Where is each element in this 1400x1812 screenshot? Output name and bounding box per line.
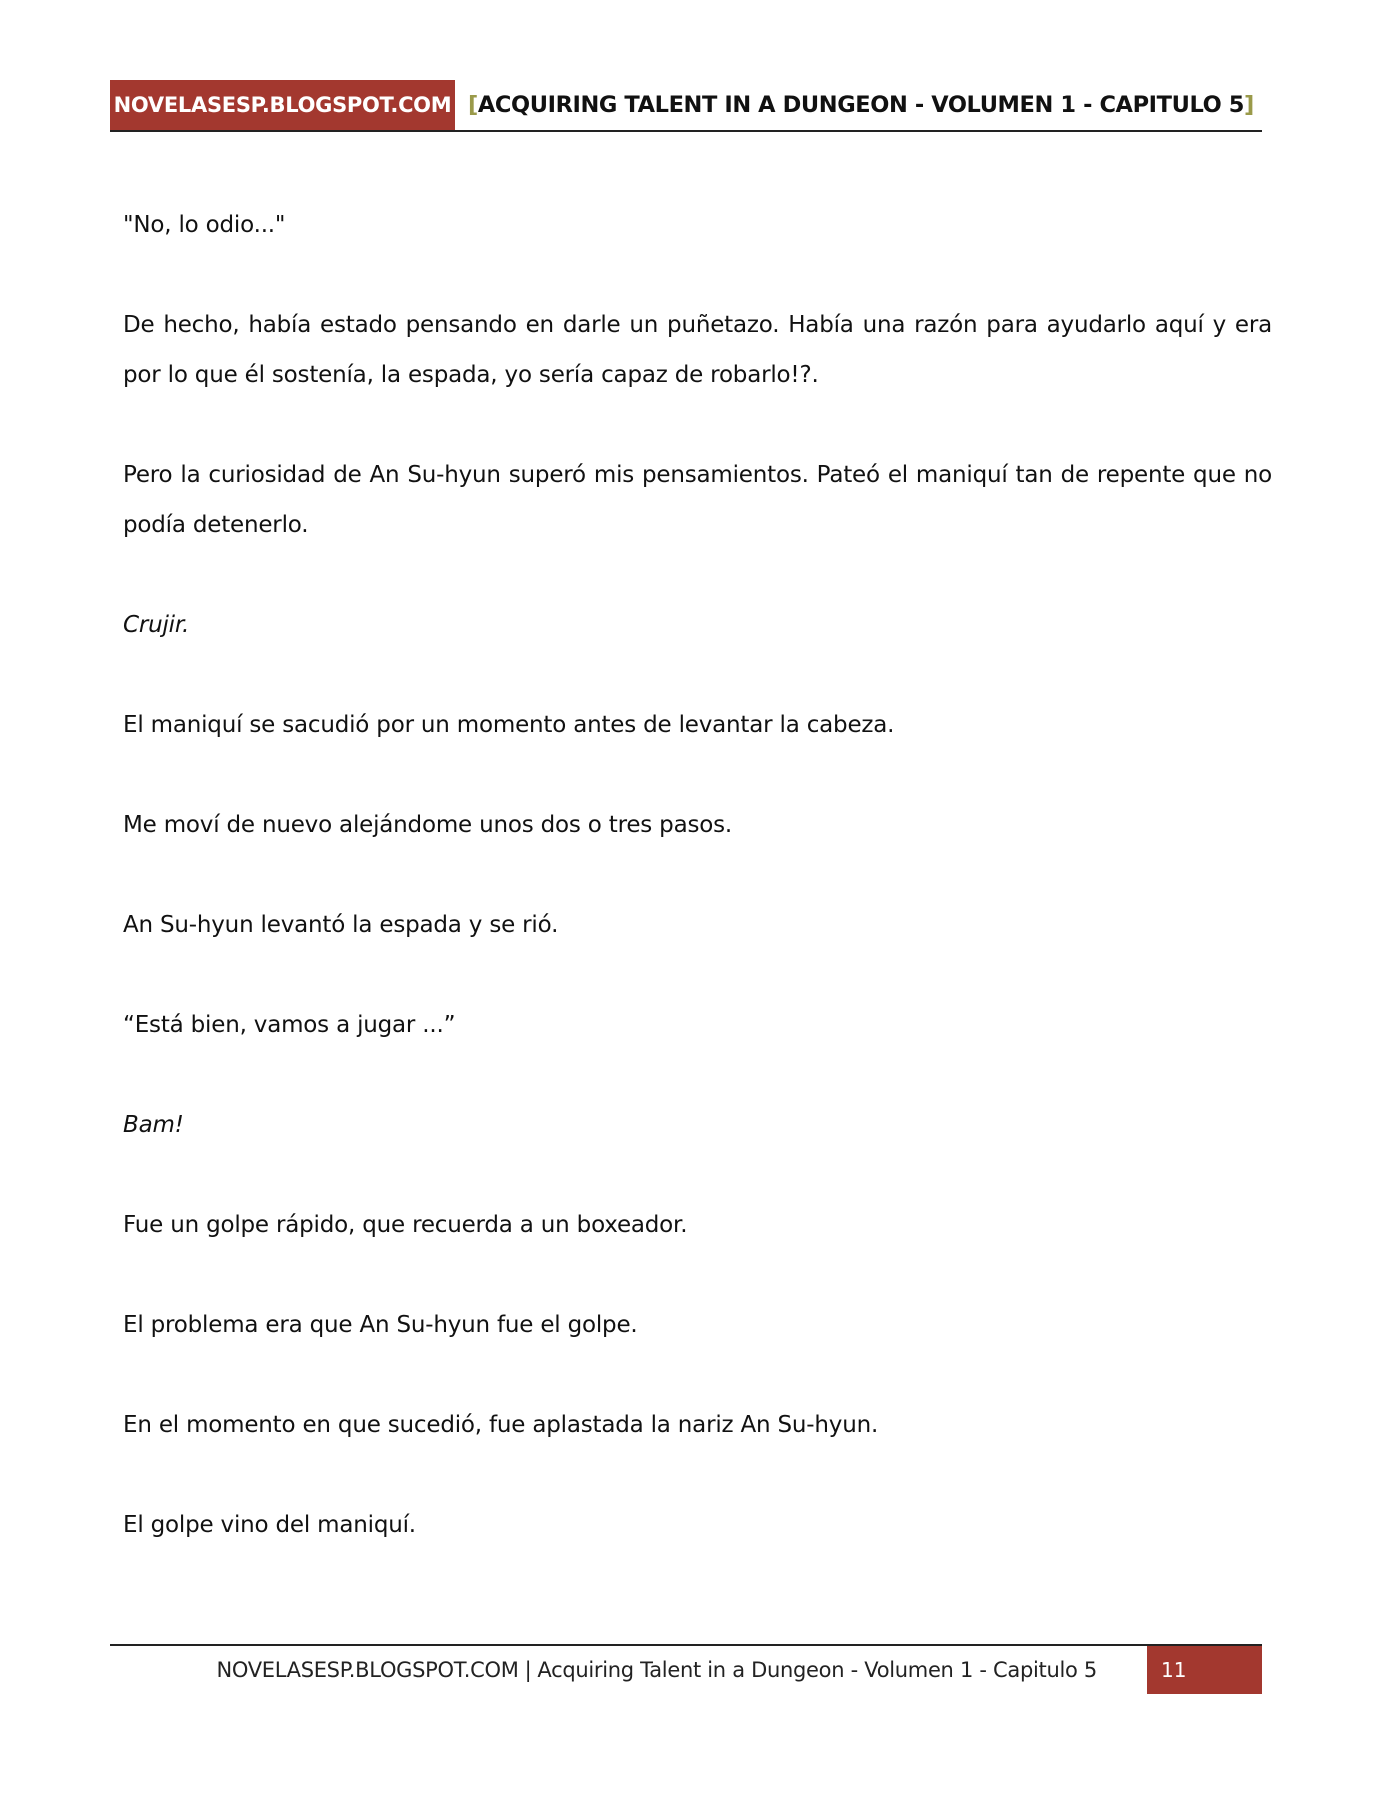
header-chapter-title: [468, 80, 1254, 130]
page-footer: [110, 1644, 1262, 1694]
paragraph: De hecho, había estado pensando en darle un puñetazo. Había una razón para ayudarlo aquí y era por lo que él sostenía, la espada, yo sería capaz de robarlo!?.: [123, 312, 1272, 388]
footer-chapter-title: Acquiring Talent in a Dungeon - Volumen 1 - Capitulo 5: [537, 1658, 1097, 1682]
page-number: 11: [1147, 1646, 1262, 1694]
footer-text: [216, 1646, 1097, 1694]
page-body: [123, 200, 1272, 1550]
paragraph-italic: Crujir.: [123, 612, 190, 638]
header-bracket-close: ]: [1244, 92, 1254, 118]
paragraph: "No, lo odio...": [123, 212, 286, 238]
paragraph: El golpe vino del maniquí.: [123, 1512, 416, 1538]
paragraph: En el momento en que sucedió, fue aplastada la nariz An Su-hyun.: [123, 1412, 879, 1438]
header-bracket-open: [: [468, 92, 478, 118]
footer-site-name: NOVELASESP.BLOGSPOT.COM: [216, 1658, 519, 1682]
paragraph: Fue un golpe rápido, que recuerda a un boxeador.: [123, 1212, 688, 1238]
paragraph-italic: Bam!: [123, 1112, 184, 1138]
header-title-text: ACQUIRING TALENT IN A DUNGEON - VOLUMEN 1 - CAPITULO 5: [477, 92, 1244, 118]
paragraph: “Está bien, vamos a jugar ...”: [123, 1012, 456, 1038]
page-header: [110, 80, 1262, 132]
paragraph: Pero la curiosidad de An Su-hyun superó mis pensamientos. Pateó el maniquí tan de repente que no podía detenerlo.: [123, 462, 1272, 538]
paragraph: An Su-hyun levantó la espada y se rió.: [123, 912, 559, 938]
paragraph: El problema era que An Su-hyun fue el golpe.: [123, 1312, 638, 1338]
footer-separator: |: [524, 1658, 532, 1682]
paragraph: Me moví de nuevo alejándome unos dos o tres pasos.: [123, 812, 733, 838]
header-site-name: NOVELASESP.BLOGSPOT.COM: [110, 80, 455, 130]
paragraph: El maniquí se sacudió por un momento antes de levantar la cabeza.: [123, 712, 895, 738]
